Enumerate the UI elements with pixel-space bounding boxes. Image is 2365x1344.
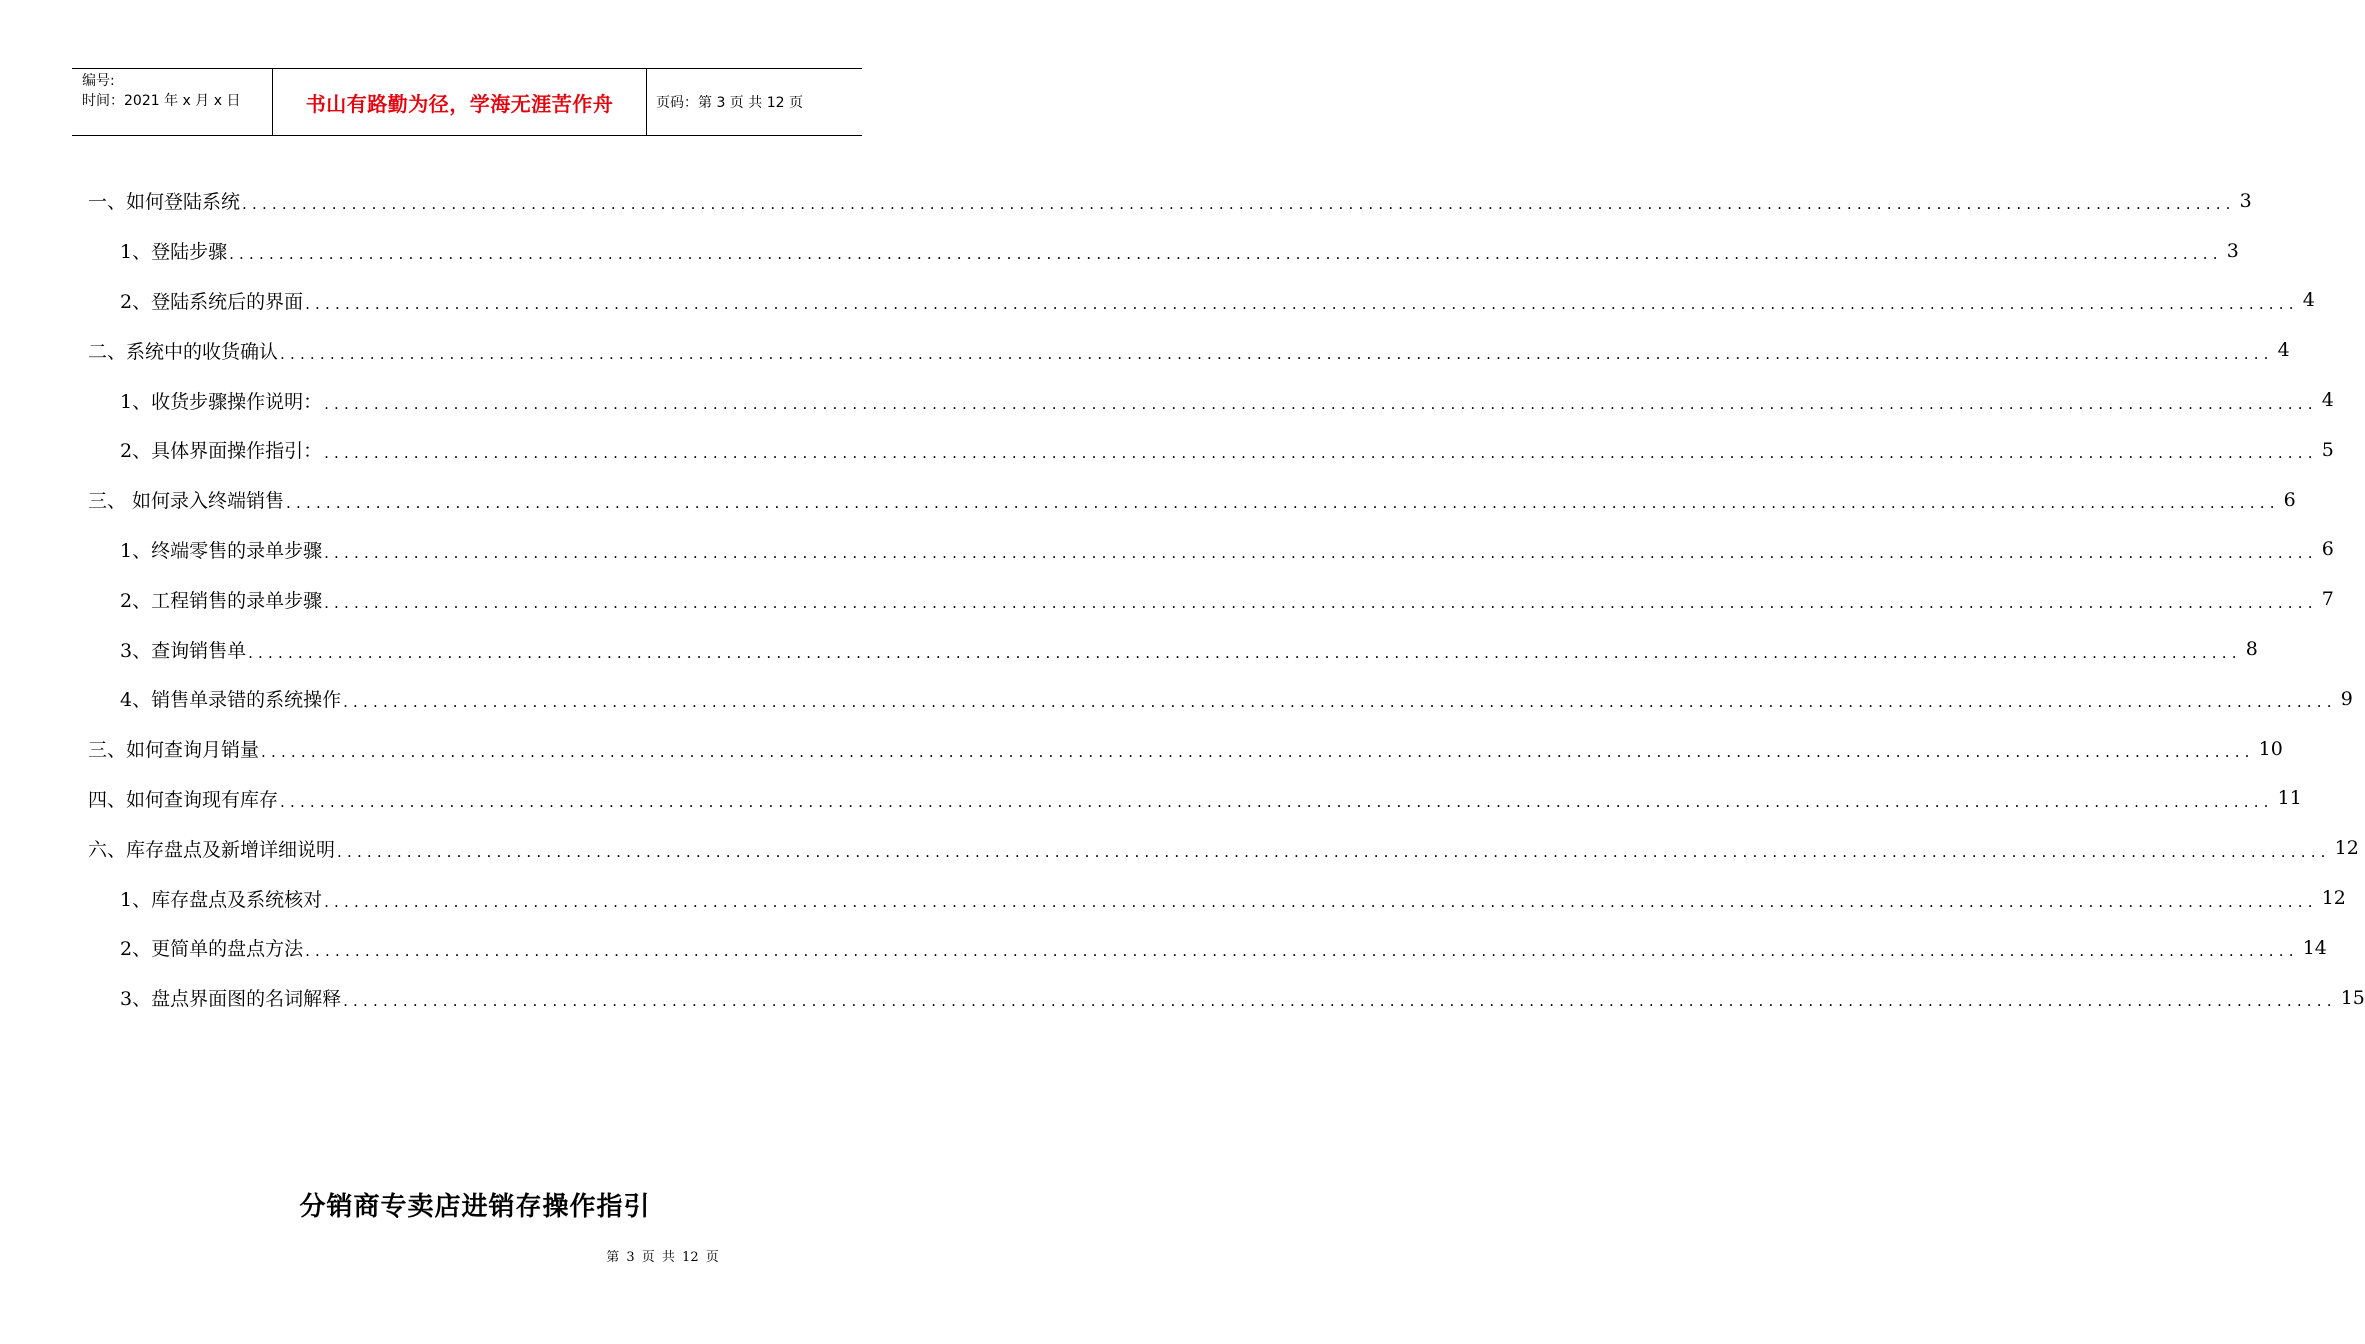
toc-entry-page: 12 (2334, 837, 2359, 860)
toc-entry-title: 1、终端零售的录单步骤 (120, 536, 324, 563)
toc-entry-title: 4、销售单录错的系统操作 (120, 685, 343, 712)
table-of-contents (88, 176, 2365, 1023)
toc-entry (88, 674, 2353, 724)
toc-entry-title: 2、更简单的盘点方法 (120, 934, 305, 961)
toc-entry (88, 724, 2283, 774)
toc-entry (88, 624, 2258, 674)
toc-dot-leader: ........................................................................................................................................................................................................ (324, 593, 2318, 612)
toc-entry-page: 12 (2321, 887, 2346, 910)
toc-entry-title: 四、如何查询现有库存 (88, 785, 280, 812)
toc-dot-leader: ........................................................................................................................................................................................................ (324, 394, 2318, 413)
toc-entry-title: 六、库存盘点及新增详细说明 (88, 835, 337, 862)
toc-entry-page: 14 (2302, 936, 2327, 959)
toc-entry (88, 923, 2327, 973)
toc-entry (88, 973, 2365, 1023)
toc-entry-title: 1、库存盘点及系统核对 (120, 885, 324, 912)
toc-entry-title: 三、如何查询月销量 (88, 735, 261, 762)
toc-dot-leader: ........................................................................................................................................................................................................ (242, 195, 2236, 214)
toc-entry-title: 3、盘点界面图的名词解释 (120, 984, 343, 1011)
motto-text: 书山有路勤为径，学海无涯苦作舟 (305, 91, 614, 116)
toc-dot-leader: ........................................................................................................................................................................................................ (229, 245, 2223, 264)
toc-entry (88, 475, 2296, 525)
toc-entry-title: 二、系统中的收货确认 (88, 337, 280, 364)
toc-entry (88, 375, 2334, 425)
toc-dot-leader: ........................................................................................................................................................................................................ (324, 444, 2318, 463)
toc-dot-leader: ........................................................................................................................................................................................................ (280, 344, 2274, 363)
document-header (72, 68, 862, 136)
toc-entry-page: 9 (2340, 687, 2353, 710)
toc-entry (88, 226, 2239, 276)
toc-entry-title: 三、 如何录入终端销售 (88, 486, 286, 513)
toc-entry-page: 6 (2321, 538, 2334, 561)
toc-dot-leader: ........................................................................................................................................................................................................ (280, 792, 2274, 811)
toc-dot-leader: ........................................................................................................................................................................................................ (286, 494, 2280, 513)
toc-dot-leader: ........................................................................................................................................................................................................ (337, 842, 2331, 861)
toc-entry-page: 5 (2321, 438, 2334, 461)
toc-entry-page: 11 (2277, 787, 2302, 810)
toc-entry-title: 1、登陆步骤 (120, 237, 229, 264)
toc-entry-page: 8 (2245, 638, 2258, 661)
toc-dot-leader: ........................................................................................................................................................................................................ (305, 942, 2299, 961)
toc-entry-title: 3、查询销售单 (120, 636, 248, 663)
toc-entry (88, 425, 2334, 475)
toc-entry-page: 3 (2226, 239, 2239, 262)
toc-entry (88, 774, 2302, 824)
toc-entry (88, 823, 2359, 873)
toc-dot-leader: ........................................................................................................................................................................................................ (305, 294, 2299, 313)
toc-dot-leader: ........................................................................................................................................................................................................ (343, 693, 2337, 712)
header-motto-cell (273, 69, 647, 135)
toc-entry-page: 4 (2321, 389, 2334, 412)
toc-dot-leader: ........................................................................................................................................................................................................ (324, 892, 2318, 911)
header-page-cell (647, 69, 862, 135)
serial-label: 编号: (82, 73, 115, 89)
toc-entry (88, 276, 2315, 326)
toc-entry-page: 4 (2302, 289, 2315, 312)
toc-entry-page: 3 (2239, 189, 2252, 212)
time-label: 时间：2021 年 x 月 x 日 (82, 93, 241, 109)
toc-dot-leader: ........................................................................................................................................................................................................ (343, 992, 2337, 1011)
toc-entry-title: 1、收货步骤操作说明： (120, 387, 324, 414)
toc-dot-leader: ........................................................................................................................................................................................................ (261, 743, 2255, 762)
toc-entry-page: 10 (2258, 737, 2283, 760)
toc-entry-title: 一、如何登陆系统 (88, 187, 242, 214)
page-info: 页码：第 3 页 共 12 页 (656, 95, 803, 111)
toc-entry-title: 2、登陆系统后的界面 (120, 287, 305, 314)
toc-entry-page: 4 (2277, 339, 2290, 362)
toc-entry (88, 325, 2290, 375)
toc-entry (88, 176, 2252, 226)
toc-entry (88, 873, 2346, 923)
page-footer: 第 3 页 共 12 页 (606, 1250, 719, 1265)
toc-entry-page: 6 (2283, 488, 2296, 511)
toc-entry (88, 525, 2334, 575)
toc-dot-leader: ........................................................................................................................................................................................................ (248, 643, 2242, 662)
document-title: 分销商专卖店进销存操作指引 (299, 1192, 651, 1222)
toc-entry-title: 2、工程销售的录单步骤 (120, 586, 324, 613)
header-meta-cell (72, 69, 273, 135)
toc-entry-title: 2、具体界面操作指引： (120, 436, 324, 463)
toc-dot-leader: ........................................................................................................................................................................................................ (324, 543, 2318, 562)
toc-entry-page: 15 (2340, 986, 2365, 1009)
toc-entry (88, 574, 2334, 624)
toc-entry-page: 7 (2321, 588, 2334, 611)
